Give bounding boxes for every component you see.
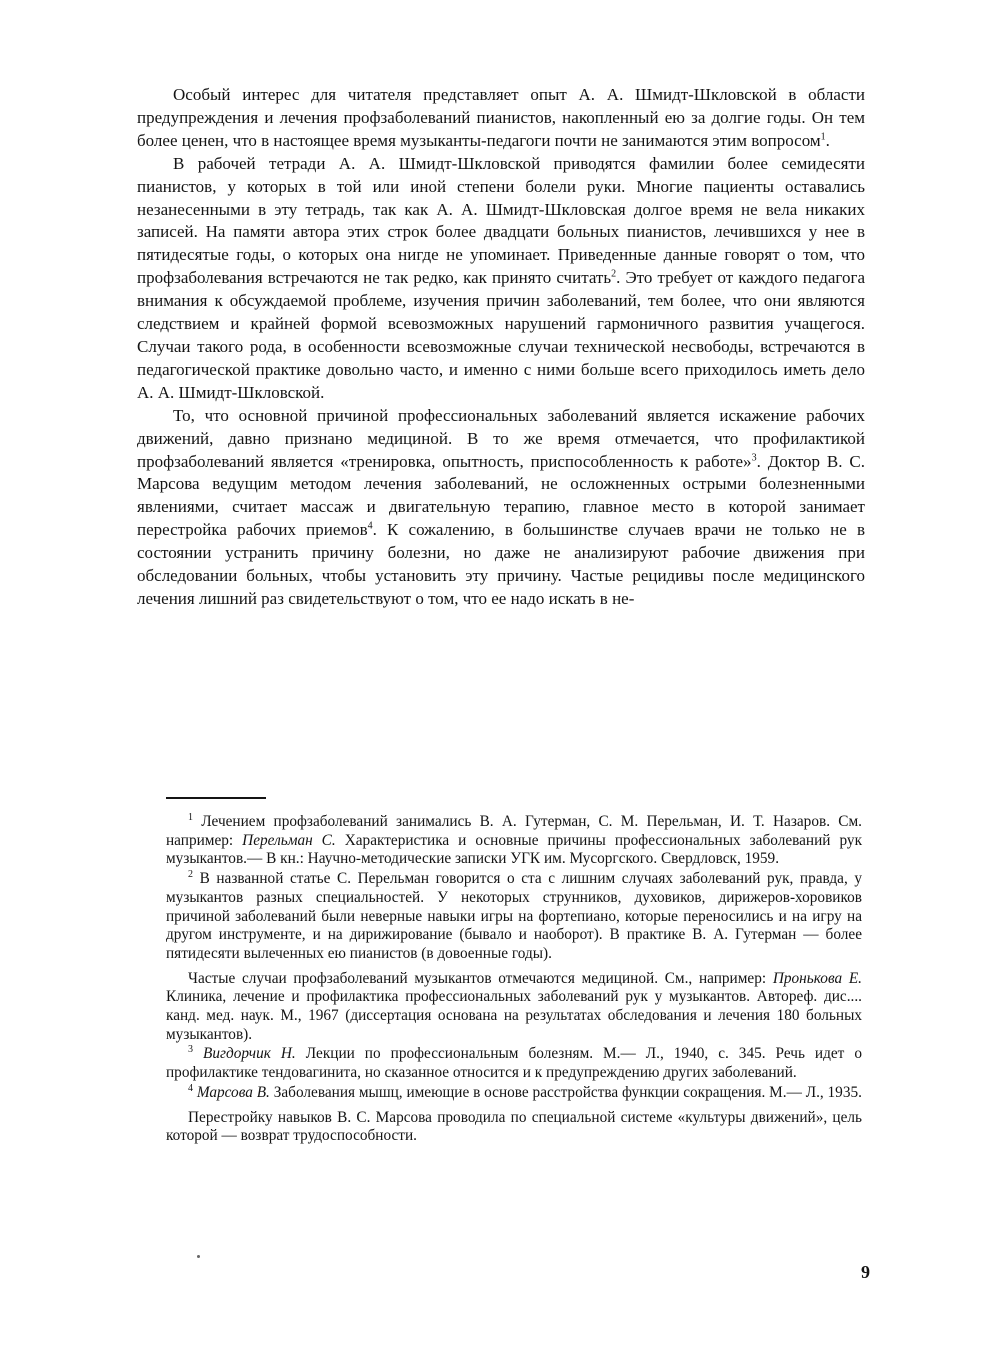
paragraph-2: В рабочей тетради А. А. Шмидт-Шкловской приводятся фамилии более семидесяти пианистов, у которых в той или иной степени болели руки. Многие пациенты оставались незанесенными в эту тетрадь, так как А. А. Шмидт-Шкловская долгое время не вела никаких записей. На памяти автора этих строк более двадцати больных пианистов, лечившихся у нее в пятидесятые годы, о которых она нигде не упоминает. Приведенные данные говорят о том, что профзаболевания встречаются не так редко, как принято считать$^2$. Это требует от каждого педагога внимания к обсуждаемой проблеме, изучения причин заболеваний, тем более, что они являются следствием и крайней формой всевозможных нарушений гармоничного развития учащегося. Случаи такого рода, в особенности всевозможные случаи технической несвободы, встречаются в педагогической практике довольно часто, и именно с ними больше всего приходилось иметь дело А. А. Шмидт-Шкловской.: [137, 153, 865, 402]
footnote-number: 2: [188, 869, 193, 881]
footnote-ref-1: 1: [820, 131, 826, 143]
footnote-2: $^2$ В названной статье С. Перельман говорится о ста с лишним случаях заболеваний рук, правда, у музыкантов разных специальностей. У некоторых струнников, духовиков, дирижеров-хоровиков причиной заболеваний были неверные навыки игры на фортепиано, которые переносились и на игру на другом инструменте, и на дирижирование (бывало и наоборот). В практике В. А. Гутерман — более пятидесяти вылеченных ею пианистов (в довоенные годы).: [166, 869, 862, 962]
footnote-ref-2: 2: [611, 268, 617, 280]
footnote-1: $^1$ Лечением профзаболеваний занимались В. А. Гутерман, С. М. Перельман, И. Т. Назаров. См. например: Перельман С. Характеристика и основные причины профессиональных заболеваний рук музыкантов.— В кн.: Научно-методические записки УГК им. Мусоргского. Свердловск, 1959.: [166, 811, 862, 868]
footnote-ref-3: 3: [751, 451, 757, 463]
cited-author: Вигдорчик Н.: [203, 1045, 296, 1063]
footnote-ref-4: 4: [367, 520, 373, 532]
footnote-number: 4: [188, 1082, 193, 1094]
page-number: 9: [861, 1262, 870, 1282]
footnotes: [166, 813, 862, 1146]
print-speck: [197, 1255, 200, 1258]
footnote-4: $^4$ Марсова В. Заболевания мышц, имеющие в основе расстройства функции сокращения. М.— Л., 1935.: [188, 1082, 862, 1101]
paragraph-1: Особый интерес для читателя представляет опыт А. А. Шмидт-Шкловской в области предупреждения и лечения профзаболеваний пианистов, накопленный ею за долгие годы. Он тем более ценен, что в настоящее время музыканты-педагоги почти не занимаются этим вопросом$^1$.: [137, 85, 865, 150]
cited-author: Пронькова Е.: [772, 969, 862, 987]
footnote-3: $^3$ Вигдорчик Н. Лекции по профессиональным болезням. М.— Л., 1940, с. 345. Речь идет о профилактике тендовагинита, но сказанное относится и к предупреждению других заболеваний.: [166, 1044, 863, 1082]
cited-author: Марсова В.: [196, 1083, 270, 1101]
footnote-number: 1: [188, 811, 193, 823]
footnote-2-continuation: Частые случаи профзаболеваний музыкантов отмечаются медициной. См., например: Пронькова Е. Клиника, лечение и профилактика профессиональных заболеваний рук у музыкантов. Автореф. дис.... канд. мед. наук. М., 1967 (диссертация основана на результатах обследования и лечения 180 больных музыкантов).: [166, 969, 862, 1043]
cited-author: Перельман С.: [242, 831, 336, 849]
paragraph-3: То, что основной причиной профессиональных заболеваний является искажение рабочих движений, давно признано медициной. В то же время отмечается, что профилактикой профзаболеваний является «тренировка, опытность, приспособленность к работе»$^3$. Доктор В. С. Марсова ведущим методом лечения заболеваний, не осложненных острыми болезненными явлениями, считает массаж и двигательную терапию, главное место в которой занимает перестройка рабочих приемов$^4$. К сожалению, в большинстве случаев врачи не только не в состоянии устранить причину болезни, но даже не анализируют рабочие движения при обследовании больных, чтобы установить эту причину. Частые рецидивы после медицинского лечения лишний раз свидетельствуют о том, что ее надо искать в не-: [137, 405, 866, 608]
footnote-number: 3: [188, 1044, 193, 1056]
footnote-divider: [166, 797, 266, 799]
footnote-4-continuation: Перестройку навыков В. С. Марсова проводила по специальной системе «культуры движений», цель которой — возврат трудоспособности.: [166, 1108, 862, 1145]
main-text: [137, 84, 865, 611]
